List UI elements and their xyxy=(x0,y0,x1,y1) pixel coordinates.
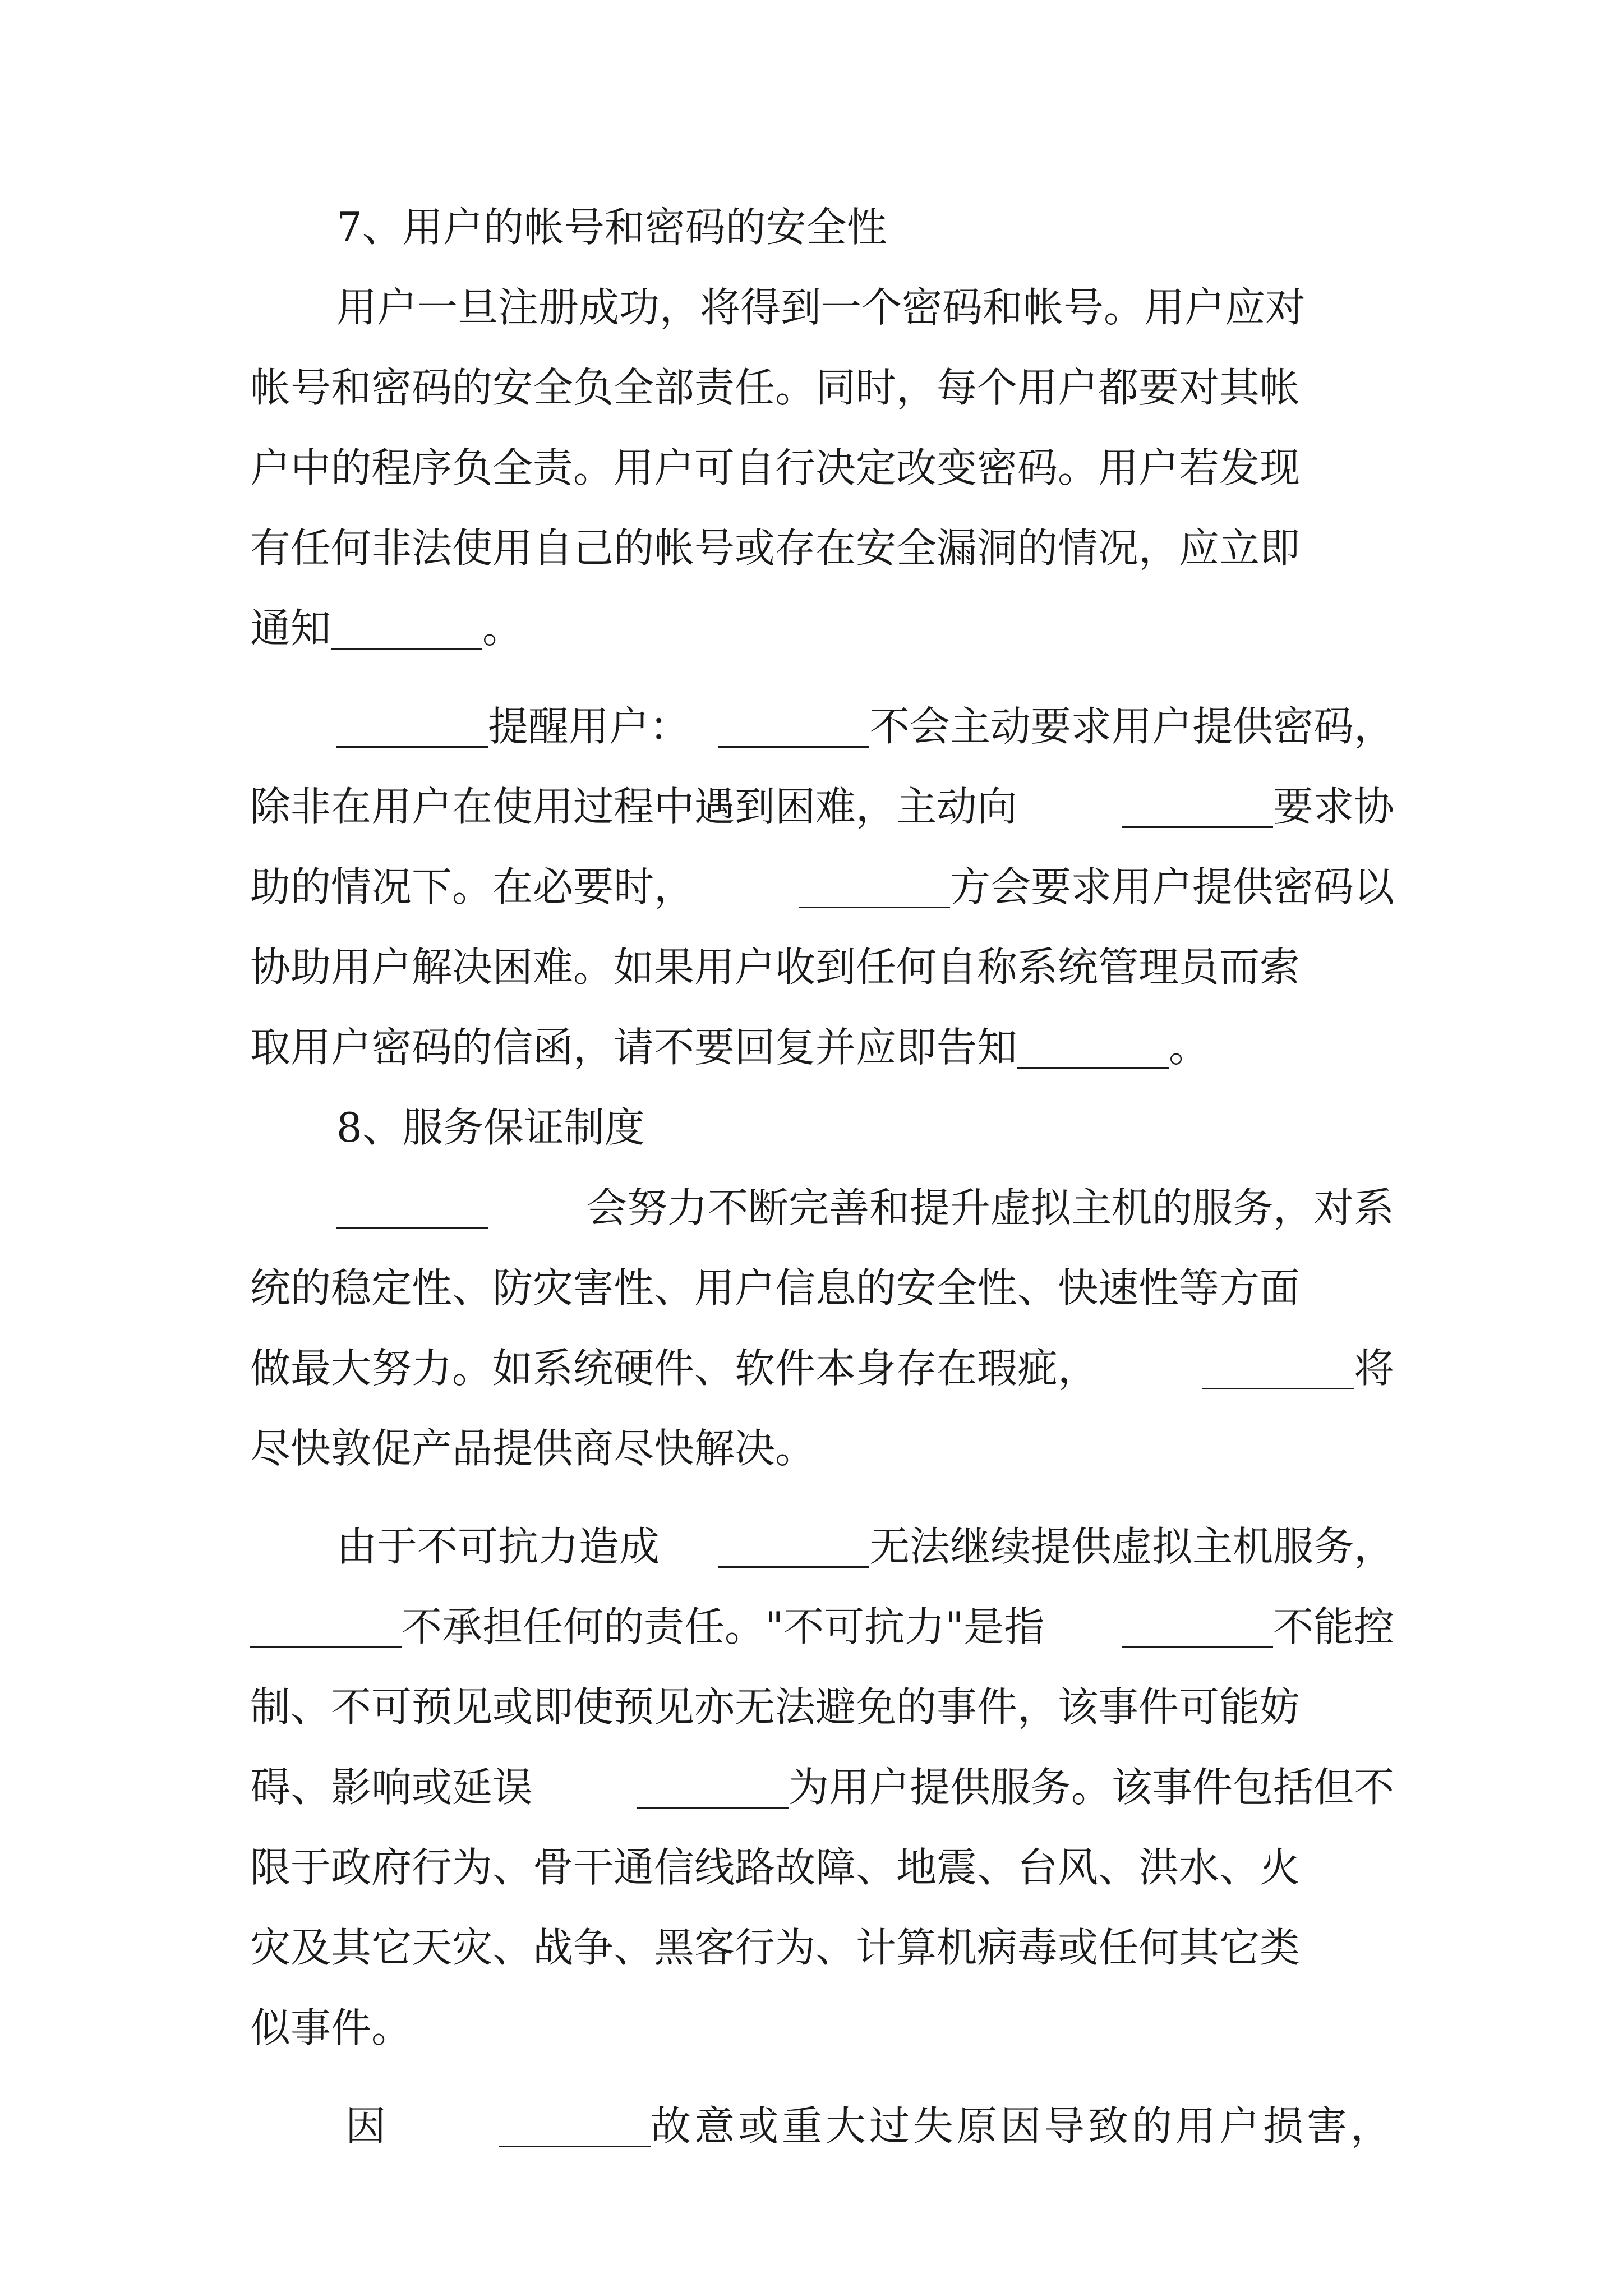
paragraph-segment xyxy=(637,1766,1394,1809)
paragraph-text: 制、不可预见或即使预见亦无法避免的事件，该事件可能妨 xyxy=(250,1683,1301,1731)
paragraph-segment xyxy=(250,1603,1045,1650)
paragraph-text: 有任何非法使用自己的帐号或存在安全漏洞的情况，应立即 xyxy=(250,524,1301,572)
paragraph-line xyxy=(250,1924,1394,1971)
paragraph-line xyxy=(250,1523,1394,1570)
paragraph-text: 不会主动要求用户提供密码， xyxy=(869,703,1394,750)
section-8-heading xyxy=(250,1104,1394,1151)
paragraph-line xyxy=(250,2004,1394,2051)
paragraph-line xyxy=(250,1844,1394,1891)
paragraph-text: 提醒用户： xyxy=(488,703,690,750)
paragraph-text: 灾及其它天灾、战争、黑客行为、计算机病毒或任何其它类 xyxy=(250,1924,1301,1971)
paragraph-segment xyxy=(1202,1345,1394,1392)
paragraph-segment xyxy=(1122,1603,1394,1650)
paragraph-text: 为用户提供服务。该事件包括但不 xyxy=(788,1764,1394,1811)
paragraph-text: 方会要求用户提供密码以 xyxy=(949,863,1394,910)
paragraph-text: 限于政府行为、骨干通信线路故障、地震、台风、洪水、火 xyxy=(250,1844,1301,1891)
fill-in-blank xyxy=(1122,1617,1273,1648)
paragraph-segment xyxy=(718,703,1394,750)
paragraph-segment xyxy=(336,703,690,750)
paragraph-line xyxy=(250,2102,1394,2150)
paragraph-line xyxy=(250,1345,1394,1392)
fill-in-blank xyxy=(499,2116,651,2147)
paragraph-segment xyxy=(718,1523,1394,1570)
paragraph-text: 。 xyxy=(1169,1024,1210,1071)
paragraph-text: 不承担任何的责任。"不可抗力"是指 xyxy=(402,1603,1045,1650)
fill-in-blank xyxy=(799,877,950,908)
paragraph-line xyxy=(250,1603,1394,1650)
paragraph-segment xyxy=(499,2102,1394,2150)
paragraph-line xyxy=(250,863,1394,910)
paragraph-text: 通知 xyxy=(250,605,331,652)
paragraph-text: 将 xyxy=(1353,1345,1394,1392)
fill-in-blank xyxy=(637,1778,789,1809)
paragraph-text: 尽快敦促产品提供商尽快解决。 xyxy=(250,1425,816,1472)
paragraph-text: 。 xyxy=(482,605,523,652)
paragraph-line xyxy=(250,1024,1394,1071)
paragraph-text: 碍、影响或延误 xyxy=(250,1764,533,1811)
fill-in-blank xyxy=(1122,797,1273,828)
paragraph-text: 由于不可抗力造成 xyxy=(336,1523,660,1570)
paragraph-line xyxy=(250,1683,1394,1731)
section-7-heading-text: 7、用户的帐号和密码的安全性 xyxy=(336,204,887,251)
paragraph-text: 要求协 xyxy=(1272,783,1394,830)
paragraph-line xyxy=(250,364,1394,411)
paragraph-segment xyxy=(1122,783,1394,830)
fill-in-blank xyxy=(250,1617,402,1648)
fill-in-blank xyxy=(1202,1359,1354,1389)
section-7-heading xyxy=(250,206,1394,249)
fill-in-blank xyxy=(718,717,869,748)
fill-in-blank xyxy=(336,717,488,748)
paragraph-segment xyxy=(799,863,1394,910)
paragraph-text: 取用户密码的信函，请不要回复并应即告知 xyxy=(250,1024,1018,1071)
paragraph-text: 用户一旦注册成功，将得到一个密码和帐号。用户应对 xyxy=(336,284,1306,331)
paragraph-line xyxy=(250,1425,1394,1472)
paragraph-text: 因 xyxy=(345,2102,386,2150)
paragraph-text: 似事件。 xyxy=(250,2004,412,2051)
document-body xyxy=(250,206,1394,2185)
paragraph-text: 故意或重大过失原因导致的用户损害， xyxy=(650,2102,1394,2150)
paragraph-text: 助的情况下。在必要时， xyxy=(250,863,695,910)
paragraph-line xyxy=(250,1264,1394,1312)
paragraph-line xyxy=(250,1766,1394,1809)
paragraph-line xyxy=(250,944,1394,991)
paragraph-text: 户中的程序负全责。用户可自行决定改变密码。用户若发现 xyxy=(250,444,1301,491)
paragraph-line xyxy=(250,444,1394,491)
fill-in-blank xyxy=(336,1198,488,1229)
paragraph-text: 会努力不断完善和提升虚拟主机的服务，对系 xyxy=(586,1184,1394,1231)
fill-in-blank xyxy=(1017,1038,1169,1069)
paragraph-text: 帐号和密码的安全负全部责任。同时，每个用户都要对其帐 xyxy=(250,364,1301,411)
paragraph-line xyxy=(250,1184,1394,1231)
paragraph-text: 无法继续提供虚拟主机服务， xyxy=(869,1523,1394,1570)
paragraph-line xyxy=(250,783,1394,830)
paragraph-text: 不能控 xyxy=(1272,1603,1394,1650)
paragraph-text: 统的稳定性、防灾害性、用户信息的安全性、快速性等方面 xyxy=(250,1264,1301,1312)
paragraph-line xyxy=(250,703,1394,750)
fill-in-blank xyxy=(331,619,482,650)
paragraph-line xyxy=(250,605,1394,652)
paragraph-line xyxy=(250,524,1394,572)
paragraph-text: 协助用户解决困难。如果用户收到任何自称系统管理员而索 xyxy=(250,944,1301,991)
section-8-heading-text: 8、服务保证制度 xyxy=(336,1104,645,1151)
paragraph-text: 除非在用户在使用过程中遇到困难，主动向 xyxy=(250,783,1018,830)
paragraph-text: 做最大努力。如系统硬件、软件本身存在瑕疵， xyxy=(250,1345,1099,1392)
paragraph-line xyxy=(250,284,1394,331)
fill-in-blank xyxy=(718,1537,869,1568)
